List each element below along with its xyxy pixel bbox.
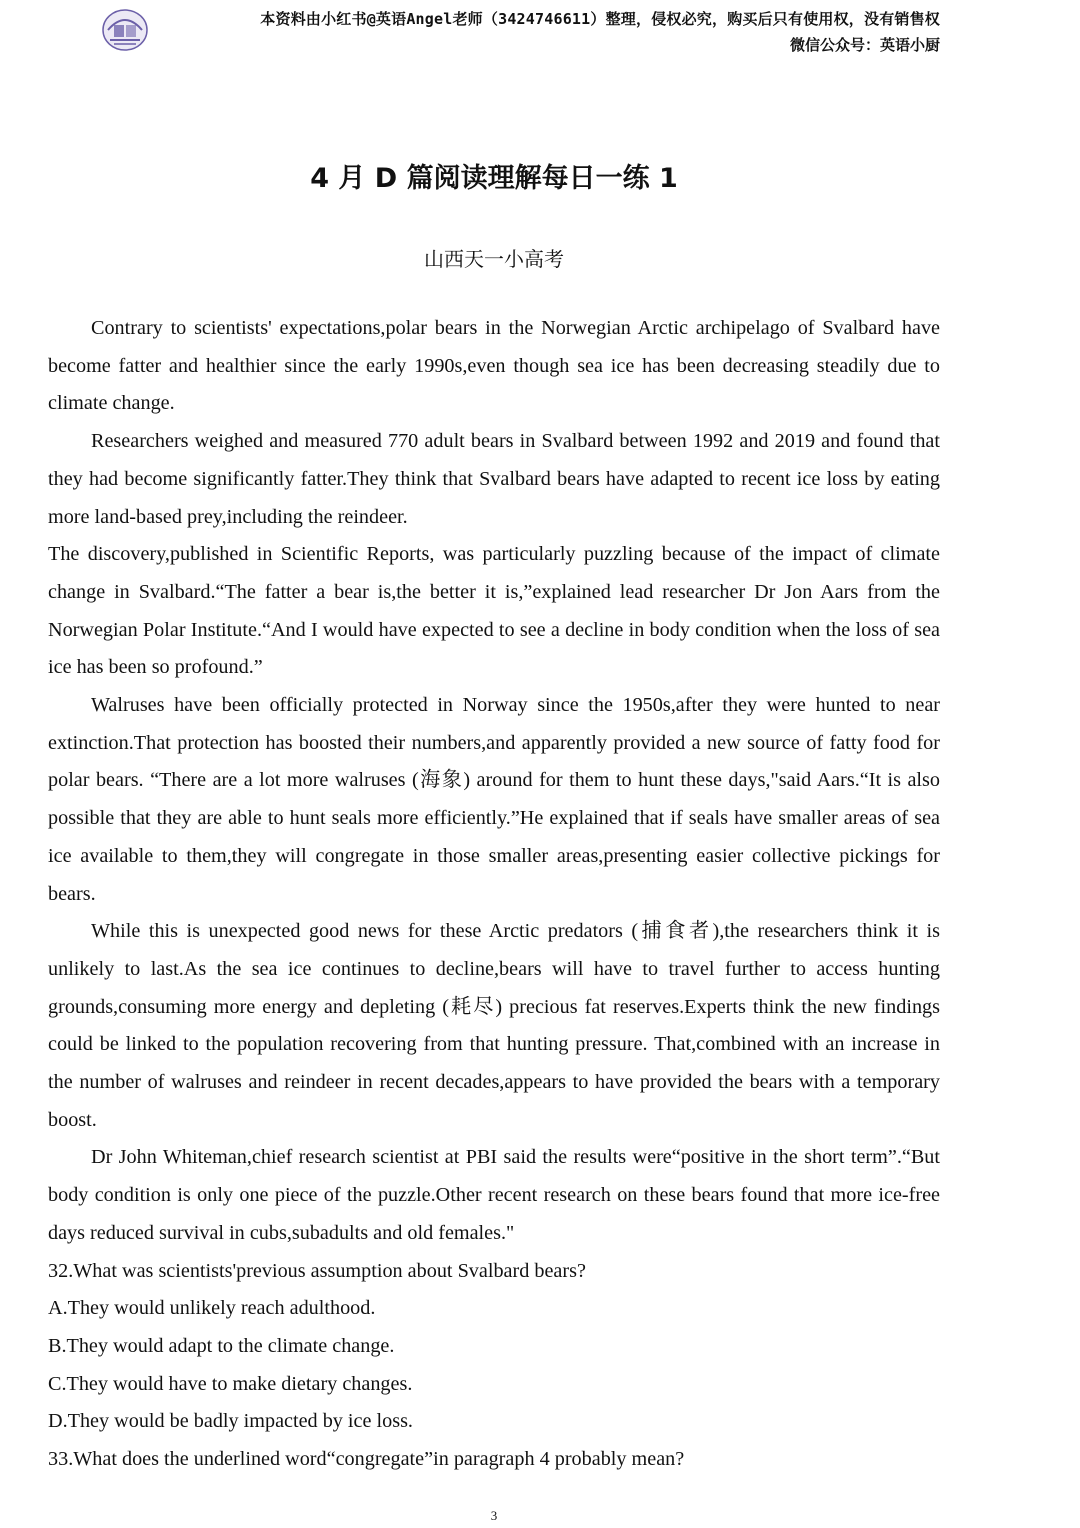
question-32-option-d: D.They would be badly impacted by ice loss. <box>48 1410 413 1433</box>
passage-paragraph-6: Dr John Whiteman,chief research scientist at PBI said the results were“positive in the short term”.“But body condition is only one piece of the puzzle.Other recent research on these bears found that more ice-free days reduced survival in cubs,subadults and old females." <box>48 1146 940 1244</box>
header-copyright-notice: 本资料由小红书@英语Angel老师（3424746611）整理，侵权必究，购买后只有使用权，没有销售权 <box>260 10 940 28</box>
passage-paragraph-3: The discovery,published in Scientific Reports, was particularly puzzling because of the impact of climate change in Svalbard.“The fatter a bear is,the better it is,”explained lead researcher Dr Jon Aars from the Norwegian Polar Institute.“And I would have expected to see a decline in body condition when the loss of sea ice has been so profound.” <box>48 543 940 679</box>
header-wechat-account: 微信公众号：英语小厨 <box>789 36 940 54</box>
page-subtitle: 山西天一小高考 <box>424 247 564 271</box>
question-32-option-c: C.They would have to make dietary changes. <box>48 1372 413 1395</box>
page-title: 4 月 D 篇阅读理解每日一练 1 <box>310 163 678 194</box>
book-logo-icon <box>100 8 150 52</box>
passage-paragraph-1: Contrary to scientists' expectations,polar bears in the Norwegian Arctic archipelago of Svalbard have become fatter and healthier since the early 1990s,even though sea ice has been decreasing steadily due to climate change. <box>48 317 940 415</box>
passage-paragraph-5: While this is unexpected good news for these Arctic predators (捕食者),the researchers think it is unlikely to last.As the sea ice continues to decline,bears will have to travel further to access hunting grounds,consuming more energy and depleting (耗尽) precious fat reserves.Experts think the new findings could be linked to the population recovering from that hunting pressure. That,combined with an increase in the number of walruses and reindeer in recent decades,appears to have provided the bears with a temporary boost. <box>48 920 940 1131</box>
reading-passage <box>48 310 940 1479</box>
question-32-option-a: A.They would unlikely reach adulthood. <box>48 1297 376 1320</box>
page-header <box>0 0 1080 60</box>
passage-paragraph-4: Walruses have been officially protected in Norway since the 1950s,after they were hunted to near extinction.That protection has boosted their numbers,and apparently provided a new source of fatty food for polar bears. “There are a lot more walruses (海象) around for them to hunt these days,"said Aars.“It is also possible that they are able to hunt seals more efficiently.”He explained that if seals have smaller areas of sea ice available to them,they will congregate in those smaller areas,presenting easier collective pickings for bears. <box>48 694 940 905</box>
question-32-option-b: B.They would adapt to the climate change. <box>48 1334 395 1357</box>
passage-paragraph-2: Researchers weighed and measured 770 adult bears in Svalbard between 1992 and 2019 and found that they had become significantly fatter.They think that Svalbard bears have adapted to recent ice loss by eating more land-based prey,including the reindeer. <box>48 430 940 528</box>
question-32-stem: 32.What was scientists'previous assumption about Svalbard bears? <box>48 1259 586 1282</box>
page-number: 3 <box>490 1508 498 1523</box>
question-33-stem: 33.What does the underlined word“congregate”in paragraph 4 probably mean? <box>48 1448 685 1471</box>
